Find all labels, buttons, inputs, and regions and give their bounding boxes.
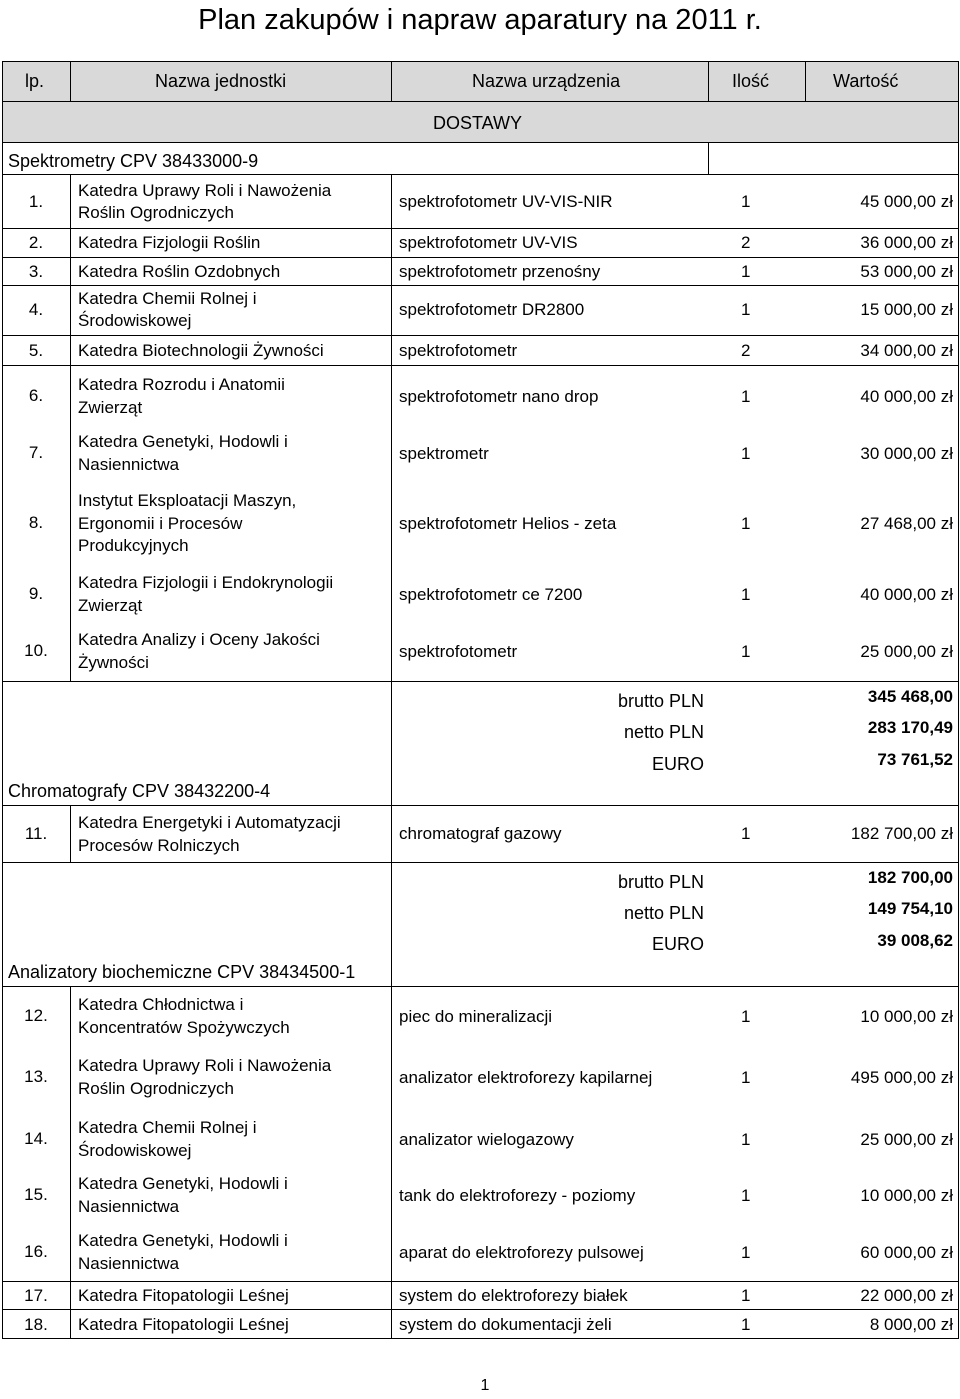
row-unit: Nasiennictwa (78, 1254, 180, 1273)
brutto-value: 345 468,00 (867, 687, 953, 706)
row-number: 6. (28, 386, 44, 405)
row-device: piec do mineralizacji (399, 1007, 553, 1026)
euro-value: 73 761,52 (877, 750, 953, 769)
row-unit: Katedra Fitopatologii Leśnej (78, 1286, 289, 1305)
row-value: 182 700,00 zł (850, 824, 953, 843)
row-device: spektrofotometr (399, 642, 518, 661)
row-unit: Żywności (78, 653, 149, 672)
row-qty: 1 (741, 585, 751, 604)
row-number: 15. (24, 1185, 48, 1204)
row-device: spektrofotometr (399, 341, 518, 360)
row-value: 60 000,00 zł (860, 1243, 953, 1262)
row-device: chromatograf gazowy (399, 824, 562, 843)
row-unit: Ergonomii i Procesów (78, 514, 243, 533)
group-title: Spektrometry CPV 38433000-9 (8, 151, 259, 171)
row-device: spektrofotometr przenośny (399, 262, 601, 281)
row-value: 30 000,00 zł (860, 444, 953, 463)
grid-line (2, 862, 959, 863)
row-qty: 1 (741, 192, 751, 211)
row-unit: Procesów Rolniczych (78, 836, 240, 855)
row-value: 45 000,00 zł (860, 192, 953, 211)
row-value: 495 000,00 zł (850, 1068, 953, 1087)
row-number: 17. (24, 1286, 48, 1305)
row-value: 36 000,00 zł (860, 233, 953, 252)
row-unit: Katedra Energetyki i Automatyzacji (78, 813, 341, 832)
row-number: 13. (24, 1067, 48, 1086)
row-number: 11. (24, 824, 48, 843)
grid-line (958, 61, 959, 1339)
row-unit: Katedra Analizy i Oceny Jakości (78, 630, 320, 649)
row-unit: Zwierząt (78, 398, 143, 417)
row-qty: 2 (741, 233, 751, 252)
row-unit: Nasiennictwa (78, 1197, 180, 1216)
euro-label: EURO (651, 754, 704, 774)
row-value: 8 000,00 zł (869, 1315, 953, 1334)
row-qty: 1 (741, 514, 751, 533)
row-qty: 1 (741, 1315, 751, 1334)
row-number: 5. (28, 341, 44, 360)
row-qty: 1 (741, 387, 751, 406)
row-unit: Katedra Genetyki, Hodowli i (78, 1174, 288, 1193)
grid-line (391, 174, 392, 682)
row-number: 1. (28, 192, 44, 211)
page-title: Plan zakupów i napraw aparatury na 2011 r. (198, 4, 762, 36)
row-number: 12. (24, 1006, 48, 1025)
section-title: DOSTAWY (433, 113, 522, 133)
row-qty: 1 (741, 1130, 751, 1149)
row-unit: Katedra Genetyki, Hodowli i (78, 432, 288, 451)
grid-line (391, 862, 392, 987)
row-unit: Roślin Ogrodniczych (78, 1079, 234, 1098)
row-unit: Roślin Ogrodniczych (78, 203, 234, 222)
row-qty: 1 (741, 824, 751, 843)
row-unit: Katedra Chłodnictwa i (78, 995, 244, 1014)
row-qty: 1 (741, 300, 751, 319)
row-value: 53 000,00 zł (860, 262, 953, 281)
row-unit: Instytut Eksploatacji Maszyn, (78, 491, 297, 510)
grid-line (2, 986, 959, 987)
grid-line (2, 1281, 959, 1282)
row-value: 27 468,00 zł (860, 514, 953, 533)
row-unit: Środowiskowej (78, 311, 192, 330)
row-unit: Katedra Biotechnologii Żywności (78, 341, 324, 360)
grid-line (391, 61, 392, 102)
grid-line (2, 174, 959, 175)
row-value: 10 000,00 zł (860, 1186, 953, 1205)
row-unit: Katedra Fizjologii i Endokrynologii (78, 573, 334, 592)
grid-line (70, 805, 71, 863)
row-qty: 1 (741, 1186, 751, 1205)
row-device: spektrofotometr UV-VIS (399, 233, 578, 252)
row-number: 4. (28, 300, 44, 319)
row-unit: Katedra Genetyki, Hodowli i (78, 1231, 288, 1250)
row-device: spektrofotometr Helios - zeta (399, 514, 617, 533)
row-number: 16. (24, 1242, 48, 1261)
row-unit: Katedra Uprawy Roli i Nawożenia (78, 181, 332, 200)
row-unit: Produkcyjnych (78, 536, 189, 555)
grid-line (2, 101, 959, 102)
row-number: 14. (24, 1129, 48, 1148)
row-unit: Koncentratów Spożywczych (78, 1018, 290, 1037)
euro-label: EURO (651, 934, 704, 954)
row-number: 2. (28, 233, 44, 252)
netto-value: 283 170,49 (867, 718, 953, 737)
grid-line (2, 365, 959, 366)
row-qty: 1 (741, 262, 751, 281)
row-qty: 1 (741, 444, 751, 463)
grid-line (2, 335, 959, 336)
row-number: 9. (28, 584, 44, 603)
row-device: spektrofotometr ce 7200 (399, 585, 583, 604)
row-device: spektrometr (399, 444, 489, 463)
grid-line (2, 1338, 959, 1339)
row-device: spektrofotometr UV-VIS-NIR (399, 192, 613, 211)
col-header-unit: Nazwa jednostki (155, 71, 287, 91)
brutto-label: brutto PLN (617, 691, 704, 711)
col-header-device: Nazwa urządzenia (472, 71, 621, 91)
row-number: 8. (28, 513, 44, 532)
group-title: Chromatografy CPV 38432200-4 (8, 781, 271, 801)
row-qty: 1 (741, 1286, 751, 1305)
grid-line (2, 681, 959, 682)
row-number: 7. (28, 443, 44, 462)
row-value: 40 000,00 zł (860, 387, 953, 406)
col-header-qty: Ilość (732, 71, 770, 91)
row-device: analizator wielogazowy (399, 1130, 574, 1149)
netto-label: netto PLN (623, 903, 704, 923)
grid-line (391, 681, 392, 806)
row-device: spektrofotometr nano drop (399, 387, 599, 406)
row-value: 25 000,00 zł (860, 642, 953, 661)
grid-line (2, 257, 959, 258)
row-unit: Środowiskowej (78, 1141, 192, 1160)
col-header-lp: lp. (25, 71, 45, 91)
grid-line (70, 986, 71, 1339)
row-device: tank do elektroforezy - poziomy (399, 1186, 636, 1205)
row-device: aparat do elektroforezy pulsowej (399, 1243, 644, 1262)
row-value: 10 000,00 zł (860, 1007, 953, 1026)
row-qty: 1 (741, 1007, 751, 1026)
row-value: 22 000,00 zł (860, 1286, 953, 1305)
row-value: 34 000,00 zł (860, 341, 953, 360)
grid-line (70, 174, 71, 682)
grid-line (2, 805, 959, 806)
row-unit: Katedra Uprawy Roli i Nawożenia (78, 1056, 332, 1075)
grid-line (2, 285, 959, 286)
row-unit: Katedra Fizjologii Roślin (78, 233, 261, 252)
grid-line (2, 61, 3, 1339)
row-value: 25 000,00 zł (860, 1130, 953, 1149)
row-qty: 1 (741, 1243, 751, 1262)
row-number: 10. (24, 641, 48, 660)
grid-line (2, 61, 959, 62)
row-unit: Nasiennictwa (78, 455, 180, 474)
grid-line (70, 61, 71, 102)
row-device: system do dokumentacji żeli (399, 1315, 612, 1334)
brutto-value: 182 700,00 (867, 868, 953, 887)
row-unit: Katedra Chemii Rolnej i (78, 1118, 257, 1137)
row-value: 40 000,00 zł (860, 585, 953, 604)
row-unit: Katedra Chemii Rolnej i (78, 289, 257, 308)
row-unit: Zwierząt (78, 596, 143, 615)
page-number: 1 (480, 1377, 490, 1394)
row-value: 15 000,00 zł (860, 300, 953, 319)
grid-line (708, 61, 709, 102)
grid-line (805, 61, 806, 102)
grid-line (2, 1309, 959, 1310)
grid-line (391, 805, 392, 863)
row-unit: Katedra Rozrodu i Anatomii (78, 375, 285, 394)
row-qty: 1 (741, 642, 751, 661)
row-qty: 2 (741, 341, 751, 360)
row-qty: 1 (741, 1068, 751, 1087)
row-device: system do elektroforezy białek (399, 1286, 628, 1305)
grid-line (708, 142, 709, 175)
row-unit: Katedra Roślin Ozdobnych (78, 262, 281, 281)
col-header-value: Wartość (833, 71, 899, 91)
row-device: spektrofotometr DR2800 (399, 300, 585, 319)
brutto-label: brutto PLN (617, 872, 704, 892)
group-title: Analizatory biochemiczne CPV 38434500-1 (8, 962, 356, 982)
euro-value: 39 008,62 (877, 931, 953, 950)
netto-value: 149 754,10 (867, 899, 953, 918)
row-unit: Katedra Fitopatologii Leśnej (78, 1315, 289, 1334)
grid-line (2, 142, 959, 143)
grid-line (391, 986, 392, 1339)
netto-label: netto PLN (623, 722, 704, 742)
row-device: analizator elektroforezy kapilarnej (399, 1068, 653, 1087)
row-number: 18. (24, 1315, 48, 1334)
row-number: 3. (28, 262, 44, 281)
grid-line (2, 228, 959, 229)
